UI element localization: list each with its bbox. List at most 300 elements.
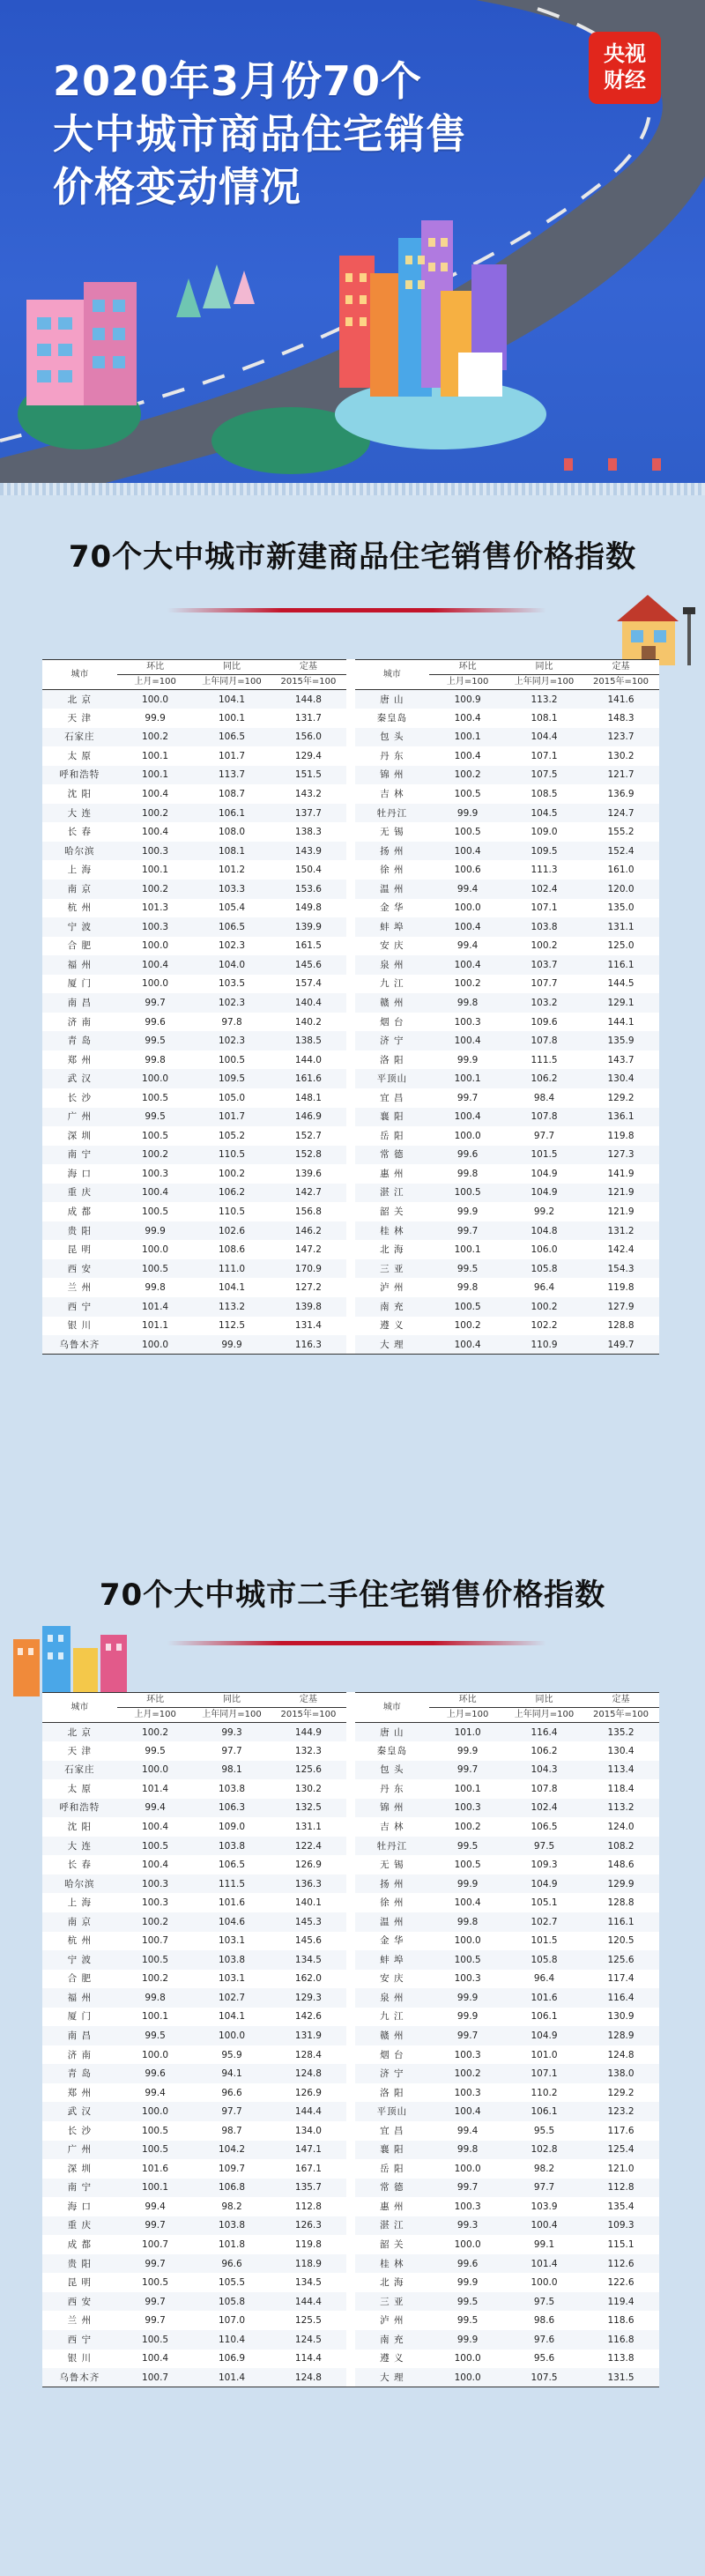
mom-cell: 99.8 (117, 1988, 194, 2008)
city-cell: 韶 关 (380, 1206, 404, 1218)
base-cell: 129.1 (583, 993, 659, 1013)
column-gap (346, 1146, 354, 1165)
table-row (42, 1202, 659, 1221)
column-gap (346, 2330, 354, 2350)
base-cell: 125.0 (607, 940, 634, 952)
base-cell: 149.7 (583, 1335, 659, 1355)
yoy-cell: 96.6 (194, 2254, 271, 2274)
column-gap (346, 766, 354, 785)
mom-cell: 100.5 (142, 1130, 169, 1141)
city-cell: 常 德 (355, 1146, 430, 1165)
mom-cell: 100.2 (117, 728, 194, 747)
column-gap (346, 899, 354, 918)
city-cell: 平顶山 (355, 1069, 430, 1088)
mom-cell: 100.4 (142, 2353, 169, 2364)
yoy-cell: 111.5 (194, 1874, 271, 1894)
base-cell: 125.6 (583, 1950, 659, 1970)
yoy-cell: 104.6 (194, 1912, 271, 1932)
column-gap (346, 1031, 354, 1050)
yoy-cell: 98.7 (221, 2125, 242, 2136)
mom-cell: 99.8 (456, 1282, 479, 1294)
mom-cell: 100.4 (142, 1822, 169, 1832)
base-cell: 122.6 (607, 2277, 634, 2289)
yoy-cell: 98.1 (194, 1761, 271, 1780)
base-cell: 152.8 (270, 1146, 346, 1165)
city-cell: 赣 州 (355, 2026, 430, 2045)
base-cell: 136.9 (607, 789, 634, 799)
mom-cell: 100.5 (142, 2125, 169, 2136)
mom-cell: 100.2 (117, 1723, 194, 1742)
city-cell: 湛 江 (355, 2216, 430, 2236)
header-yoy: 同比 (194, 660, 271, 675)
city-cell: 丹 东 (380, 750, 404, 761)
mom-cell: 100.4 (429, 2102, 506, 2121)
base-cell: 113.4 (583, 1761, 659, 1780)
yoy-cell: 103.2 (506, 993, 583, 1013)
yoy-cell: 99.3 (194, 1723, 271, 1742)
mom-cell: 99.6 (429, 1146, 506, 1165)
yoy-cell: 107.1 (531, 750, 558, 761)
yoy-cell: 103.1 (218, 1935, 246, 1947)
city-cell: 泸 州 (380, 2315, 404, 2327)
column-gap (346, 1779, 354, 1799)
base-cell: 152.4 (583, 842, 659, 861)
base-cell: 131.2 (583, 1221, 659, 1241)
yoy-cell: 97.7 (221, 1745, 242, 1756)
header-base: 定基 (583, 660, 659, 675)
mom-cell: 100.2 (117, 804, 194, 823)
city-cell: 长 春 (67, 827, 92, 838)
yoy-cell: 103.8 (194, 2216, 271, 2236)
base-cell: 116.8 (583, 2330, 659, 2350)
yoy-cell: 109.7 (218, 2163, 246, 2174)
mom-cell: 99.3 (429, 2216, 506, 2236)
yoy-cell: 103.7 (506, 955, 583, 975)
city-cell: 襄 阳 (355, 2141, 430, 2160)
city-cell: 沈 阳 (67, 789, 92, 799)
base-cell: 161.5 (294, 940, 322, 952)
base-cell: 120.0 (583, 880, 659, 899)
table-row (42, 1013, 659, 1032)
base-cell: 156.8 (294, 1206, 322, 1218)
base-cell: 140.2 (294, 1016, 322, 1028)
table-row (42, 1950, 659, 1970)
table-row (42, 2292, 659, 2312)
yoy-cell: 101.0 (531, 2049, 558, 2060)
header-mom-sub: 上月=100 (117, 1708, 194, 1723)
yoy-cell: 101.6 (506, 1988, 583, 2008)
yoy-cell: 98.2 (533, 2163, 555, 2174)
column-gap (346, 1013, 354, 1032)
mom-cell: 99.4 (456, 2125, 479, 2136)
mom-cell: 100.6 (454, 865, 481, 876)
base-cell: 156.0 (270, 728, 346, 747)
base-cell: 130.4 (583, 1069, 659, 1088)
yoy-cell: 109.5 (506, 842, 583, 861)
yoy-cell: 105.8 (506, 1259, 583, 1279)
mom-cell: 100.9 (429, 690, 506, 709)
mom-cell: 100.1 (142, 750, 169, 761)
base-cell: 130.2 (607, 750, 634, 761)
base-cell: 135.2 (583, 1723, 659, 1742)
city-cell: 成 都 (67, 1206, 92, 1218)
yoy-cell: 104.3 (506, 1761, 583, 1780)
mom-cell: 99.4 (145, 2201, 166, 2212)
header-city: 城市 (42, 1693, 117, 1723)
mom-cell: 101.6 (142, 2163, 169, 2174)
mom-cell: 100.0 (142, 940, 169, 952)
city-cell: 郑 州 (67, 2087, 92, 2098)
yoy-cell: 107.8 (506, 1108, 583, 1127)
column-gap (346, 1184, 354, 1203)
mom-cell: 100.2 (454, 978, 481, 990)
column-gap (346, 860, 354, 880)
mom-cell: 99.8 (429, 993, 506, 1013)
yoy-cell: 100.2 (531, 940, 558, 952)
section2-table-panel (42, 1692, 659, 2387)
base-cell: 132.3 (294, 1745, 322, 1756)
red-tower (339, 256, 375, 388)
mom-cell: 99.9 (456, 1206, 479, 1218)
city-cell: 青 岛 (42, 1031, 117, 1050)
city-cell: 北 京 (42, 1723, 117, 1742)
mom-cell: 99.9 (429, 1874, 506, 1894)
yoy-cell: 108.6 (218, 1244, 246, 1256)
base-cell: 167.1 (294, 2163, 322, 2174)
header-base: 定基 (270, 660, 346, 675)
city-cell: 济 宁 (355, 1031, 430, 1050)
yoy-cell: 106.1 (194, 804, 271, 823)
city-cell: 洛 阳 (380, 1054, 404, 1065)
column-gap (346, 1088, 354, 1108)
mom-cell: 100.4 (429, 1031, 506, 1050)
yoy-cell: 94.1 (194, 2064, 271, 2083)
city-cell: 呼和浩特 (42, 1799, 117, 1818)
yoy-cell: 104.4 (506, 728, 583, 747)
mom-cell: 100.4 (429, 955, 506, 975)
base-cell: 131.5 (583, 2368, 659, 2387)
base-cell: 122.4 (270, 1837, 346, 1856)
yoy-cell: 102.3 (218, 940, 246, 952)
table-row (42, 1335, 659, 1355)
yoy-cell: 105.4 (218, 902, 246, 914)
base-cell: 144.5 (607, 978, 634, 990)
yoy-cell: 106.5 (218, 1860, 246, 1871)
yoy-cell: 95.5 (533, 2125, 555, 2136)
mom-cell: 99.4 (456, 940, 479, 952)
base-cell: 148.3 (607, 712, 634, 724)
mom-cell: 100.0 (429, 2368, 506, 2387)
table-row (42, 1837, 659, 1856)
base-cell: 139.6 (294, 1168, 322, 1179)
city-cell: 牡丹江 (355, 1837, 430, 1856)
mom-cell: 101.1 (142, 1320, 169, 1332)
yoy-cell: 104.9 (506, 2026, 583, 2045)
yoy-cell: 105.5 (218, 2277, 246, 2289)
yoy-cell: 107.0 (218, 2315, 246, 2327)
yoy-cell: 108.1 (194, 842, 271, 861)
city-cell: 武 汉 (42, 2102, 117, 2121)
yoy-cell: 96.4 (533, 1973, 555, 1985)
yoy-cell: 113.7 (194, 766, 271, 785)
city-cell: 安 庆 (380, 940, 404, 952)
table-row (42, 2026, 659, 2045)
header-base-sub: 2015年=100 (270, 675, 346, 690)
yoy-cell: 104.2 (194, 2141, 271, 2160)
mom-cell: 99.8 (145, 1054, 166, 1065)
mom-cell: 100.7 (142, 1935, 169, 1947)
mom-cell: 99.7 (429, 1221, 506, 1241)
mom-cell: 99.8 (145, 1282, 166, 1294)
mom-cell: 100.3 (454, 1016, 481, 1028)
city-cell: 乌鲁木齐 (42, 1335, 117, 1355)
yoy-cell: 106.2 (194, 1184, 271, 1203)
base-cell: 145.3 (270, 1912, 346, 1932)
yoy-cell: 102.2 (531, 1320, 558, 1332)
column-gap (346, 1126, 354, 1146)
city-cell: 遵 义 (380, 2353, 404, 2364)
yoy-cell: 104.8 (506, 1221, 583, 1241)
base-cell: 123.7 (583, 728, 659, 747)
city-cell: 重 庆 (42, 2216, 117, 2236)
mom-cell: 100.0 (117, 690, 194, 709)
column-gap (346, 2368, 354, 2387)
base-cell: 128.4 (294, 2049, 322, 2060)
base-cell: 135.9 (583, 1031, 659, 1050)
city-cell: 大 连 (42, 804, 117, 823)
base-cell: 126.9 (294, 2087, 322, 2098)
mom-cell: 99.7 (429, 2026, 506, 2045)
city-cell: 福 州 (42, 1988, 117, 2008)
base-cell: 118.6 (607, 2315, 634, 2327)
mom-cell: 100.2 (117, 1146, 194, 1165)
mom-cell: 100.1 (429, 728, 506, 747)
city-cell: 上 海 (67, 1897, 92, 1909)
base-cell: 145.6 (294, 1935, 322, 1947)
mom-cell: 100.2 (454, 1320, 481, 1332)
mom-cell: 100.4 (117, 955, 194, 975)
column-gap (346, 1297, 354, 1317)
mom-cell: 100.2 (429, 2064, 506, 2083)
column-gap (346, 2235, 354, 2254)
base-cell: 143.2 (294, 789, 322, 799)
mom-cell: 99.5 (429, 1837, 506, 1856)
base-cell: 139.9 (270, 917, 346, 937)
yoy-cell: 106.1 (506, 2102, 583, 2121)
mom-cell: 99.5 (117, 1108, 194, 1127)
city-cell: 蚌 埠 (355, 917, 430, 937)
yoy-cell: 110.5 (194, 1146, 271, 1165)
base-cell: 146.9 (270, 1108, 346, 1127)
city-cell: 南 宁 (42, 2179, 117, 2198)
city-cell: 深 圳 (67, 2163, 92, 2174)
city-cell: 宜 昌 (380, 2125, 404, 2136)
section1-title: 70个大中城市新建商品住宅销售价格指数 (68, 539, 637, 575)
table-row (42, 2045, 659, 2065)
column-gap (346, 1335, 354, 1355)
table-row (42, 2273, 659, 2292)
mom-cell: 100.1 (142, 865, 169, 876)
base-cell: 124.5 (270, 2330, 346, 2350)
yoy-cell: 97.5 (506, 2292, 583, 2312)
city-cell: 广 州 (42, 2141, 117, 2160)
column-gap (346, 1912, 354, 1932)
base-cell: 144.4 (270, 2102, 346, 2121)
table-row (42, 2159, 659, 2179)
mom-cell: 99.6 (117, 2064, 194, 2083)
column-gap (346, 2064, 354, 2083)
yoy-cell: 103.9 (531, 2201, 558, 2212)
mom-cell: 100.0 (142, 1244, 169, 1256)
column-gap (346, 993, 354, 1013)
city-cell: 乌鲁木齐 (42, 2368, 117, 2387)
yoy-cell: 116.4 (506, 1723, 583, 1742)
mom-cell: 100.1 (454, 1244, 481, 1256)
section1-table-panel (42, 659, 659, 1355)
yoy-cell: 99.2 (533, 1206, 555, 1218)
yoy-cell: 106.5 (194, 917, 271, 937)
base-cell: 128.9 (583, 2026, 659, 2045)
column-gap (346, 1970, 354, 1989)
mom-cell: 100.1 (117, 766, 194, 785)
column-gap (346, 2273, 354, 2292)
column-gap (346, 1164, 354, 1184)
table-row (42, 1297, 659, 1317)
header-mom: 环比 (429, 1693, 506, 1708)
yoy-cell: 108.5 (531, 789, 558, 799)
column-gap (346, 784, 354, 804)
mom-cell: 100.5 (429, 1184, 506, 1203)
header-mom-sub: 上月=100 (429, 1708, 506, 1723)
mom-cell: 99.7 (117, 2216, 194, 2236)
base-cell: 149.8 (294, 902, 322, 914)
header-base-sub: 2015年=100 (583, 675, 659, 690)
header-mom: 环比 (429, 660, 506, 675)
table-row (42, 1240, 659, 1259)
city-cell: 扬 州 (355, 842, 430, 861)
base-cell: 124.0 (607, 1822, 634, 1832)
city-cell: 天 津 (67, 712, 92, 724)
mom-cell: 100.4 (429, 1335, 506, 1355)
base-cell: 153.6 (270, 880, 346, 899)
base-cell: 119.8 (607, 1130, 634, 1141)
city-cell: 宜 昌 (380, 1092, 404, 1103)
city-cell: 九 江 (380, 978, 404, 990)
city-cell: 南 京 (42, 880, 117, 899)
table-row (42, 2064, 659, 2083)
city-cell: 武 汉 (42, 1069, 117, 1088)
base-cell: 121.9 (583, 1184, 659, 1203)
table-row (42, 1761, 659, 1780)
city-cell: 西 安 (42, 2292, 117, 2312)
table-row (42, 860, 659, 880)
column-gap (346, 1855, 354, 1874)
table-row (42, 822, 659, 842)
city-cell: 兰 州 (67, 2315, 92, 2327)
mom-cell: 100.5 (117, 2141, 194, 2160)
yoy-cell: 100.1 (218, 712, 246, 724)
mom-cell: 100.5 (454, 789, 481, 799)
base-cell: 131.4 (294, 1320, 322, 1332)
table-row (42, 746, 659, 766)
base-cell: 157.4 (294, 978, 322, 990)
yoy-cell: 110.5 (218, 1206, 246, 1218)
base-cell: 136.1 (583, 1108, 659, 1127)
base-cell: 112.8 (583, 2179, 659, 2198)
base-cell: 162.0 (294, 1973, 322, 1985)
mom-cell: 100.2 (429, 766, 506, 785)
base-cell: 124.8 (270, 2064, 346, 2083)
table-row (42, 2083, 659, 2103)
city-cell: 韶 关 (380, 2239, 404, 2251)
column-gap (346, 709, 354, 728)
mom-cell: 100.4 (117, 1184, 194, 1203)
table-row (42, 1912, 659, 1932)
city-cell: 南 充 (355, 2330, 430, 2350)
table-row (42, 1164, 659, 1184)
yoy-cell: 113.2 (506, 690, 583, 709)
yoy-cell: 106.3 (194, 1799, 271, 1818)
base-cell: 152.7 (294, 1130, 322, 1141)
yoy-cell: 100.4 (506, 2216, 583, 2236)
city-cell: 昆 明 (67, 1244, 92, 1256)
base-cell: 119.8 (607, 1282, 634, 1294)
section1-table (42, 659, 659, 1355)
yoy-cell: 110.2 (531, 2087, 558, 2098)
city-cell: 襄 阳 (355, 1108, 430, 1127)
mom-cell: 100.5 (117, 1259, 194, 1279)
table-row (42, 2311, 659, 2330)
yoy-cell: 104.0 (194, 955, 271, 975)
header-yoy-sub: 上年同月=100 (194, 675, 271, 690)
city-cell: 南 昌 (42, 993, 117, 1013)
banner-title-line2: 大中城市商品住宅销售 (53, 110, 467, 158)
yoy-cell: 102.6 (194, 1221, 271, 1241)
mom-cell: 100.4 (454, 750, 481, 761)
column-gap (346, 1874, 354, 1894)
yoy-cell: 107.8 (506, 1031, 583, 1050)
mom-cell: 99.8 (429, 1912, 506, 1932)
base-cell: 135.4 (607, 2201, 634, 2212)
column-gap (346, 2197, 354, 2216)
column-gap (346, 880, 354, 899)
column-gap (346, 2179, 354, 2198)
table-row (42, 804, 659, 823)
section2-table (42, 1692, 659, 2387)
mom-cell: 100.4 (429, 1108, 506, 1127)
base-cell: 130.9 (607, 2011, 634, 2023)
city-cell: 吉 林 (380, 789, 404, 799)
header-yoy: 同比 (194, 1693, 271, 1708)
banner-title-line1: 2020年3月份70个 (53, 57, 423, 105)
table-row (42, 1855, 659, 1874)
yoy-cell: 101.2 (218, 865, 246, 876)
yoy-cell: 104.1 (194, 690, 271, 709)
base-cell: 112.6 (583, 2254, 659, 2274)
base-cell: 129.3 (270, 1988, 346, 2008)
city-cell: 太 原 (67, 1783, 92, 1794)
mom-cell: 100.4 (142, 789, 169, 799)
table-row (42, 2008, 659, 2027)
base-cell: 170.9 (270, 1259, 346, 1279)
yoy-cell: 97.5 (506, 1837, 583, 1856)
mom-cell: 100.3 (117, 1874, 194, 1894)
header-city: 城市 (42, 660, 117, 690)
yoy-cell: 100.0 (531, 2277, 558, 2289)
base-cell: 125.6 (270, 1761, 346, 1780)
header-yoy-sub: 上年同月=100 (194, 1708, 271, 1723)
mom-cell: 100.3 (429, 1799, 506, 1818)
